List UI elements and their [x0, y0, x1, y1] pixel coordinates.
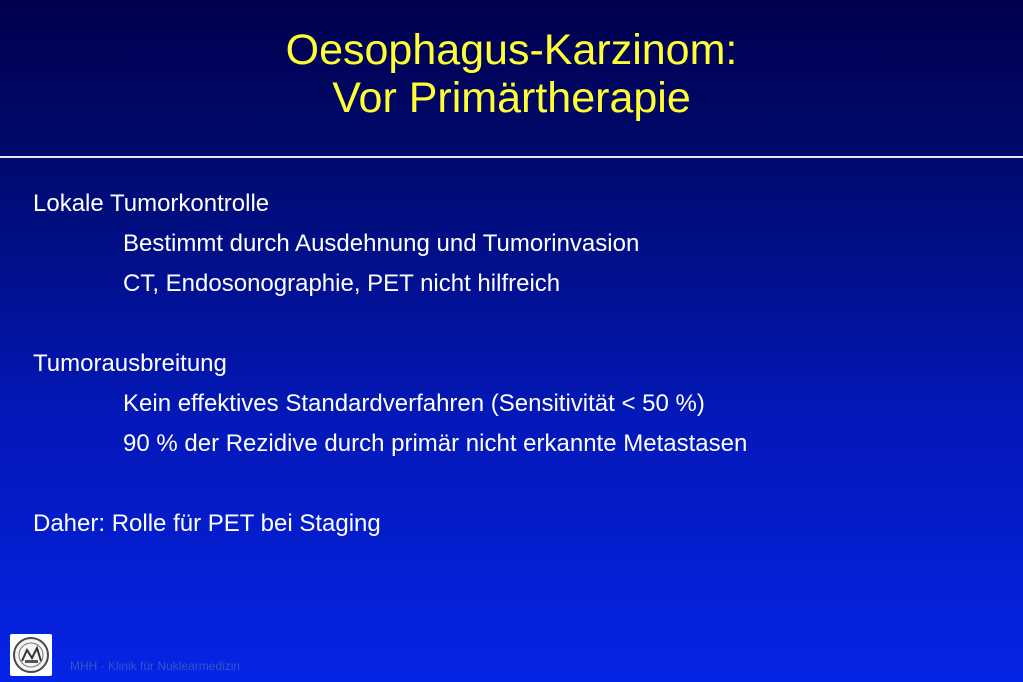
title-divider	[0, 156, 1023, 158]
footer-institution-text: MHH · Klinik für Nuklearmedizin	[70, 659, 241, 673]
slide-title-line-2: Vor Primärtherapie	[332, 74, 691, 122]
slide-title-line-1: Oesophagus-Karzinom:	[285, 26, 738, 74]
bullet-imaging-not-helpful: CT, Endosonographie, PET nicht hilfreich	[123, 270, 561, 297]
bullet-recurrences: 90 % der Rezidive durch primär nicht erkannte Metastasen	[123, 430, 748, 457]
bullet-no-standard-method: Kein effektives Standardverfahren (Sensitivität < 50 %)	[123, 390, 705, 417]
section-spacer	[33, 304, 993, 344]
slide-title	[0, 26, 1023, 122]
institution-seal-icon	[10, 634, 52, 676]
bullet-extent-invasion: Bestimmt durch Ausdehnung und Tumorinvasion	[123, 230, 640, 257]
conclusion-text: Daher: Rolle für PET bei Staging	[33, 510, 381, 537]
section-heading-tumor-spread: Tumorausbreitung	[33, 350, 227, 377]
slide-body	[33, 184, 993, 544]
section-heading-local-control: Lokale Tumorkontrolle	[33, 190, 270, 217]
section-spacer	[33, 464, 993, 504]
